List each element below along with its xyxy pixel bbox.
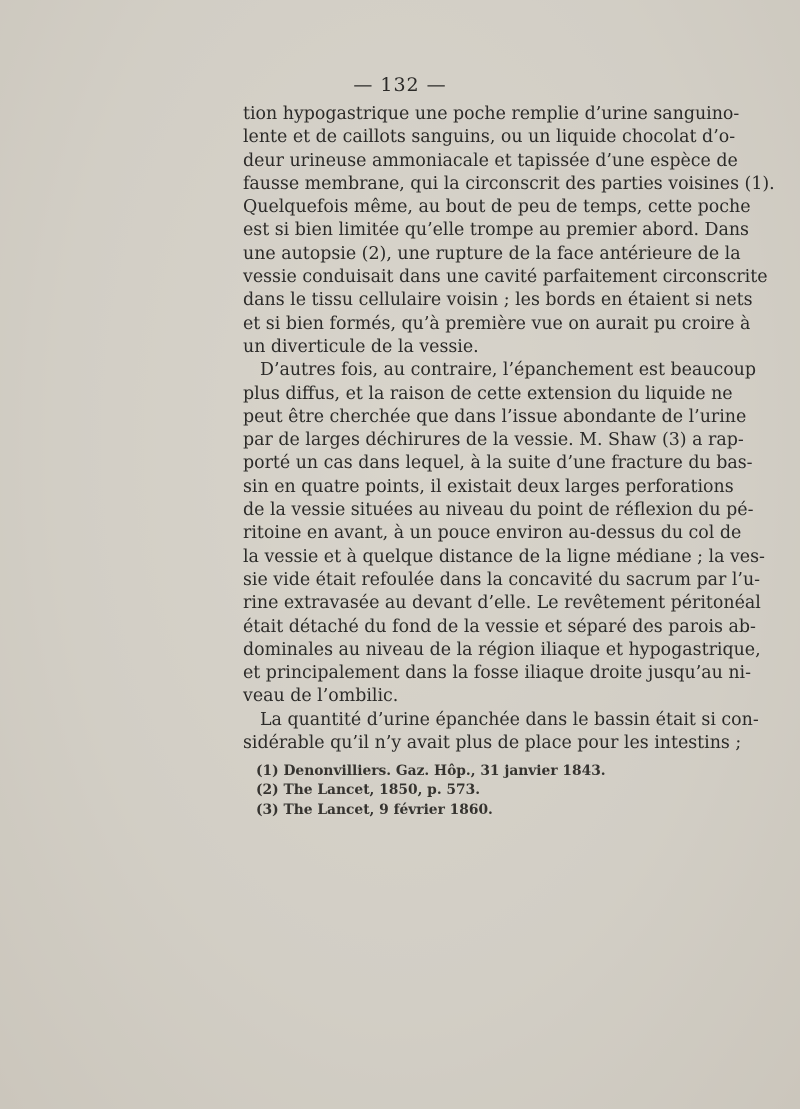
text-line: de la vessie situées au niveau du point de réflexion du pé- xyxy=(243,500,754,521)
text-line: sidérable qu’il n’y avait plus de place pour les intestins ; xyxy=(243,733,742,754)
text-line: peut être cherchée que dans l’issue abondante de l’urine xyxy=(243,406,747,427)
text-line: une autopsie (2), une rupture de la face antérieure de la xyxy=(243,243,741,264)
text-line: ritoine en avant, à un pouce environ au-dessus du col de xyxy=(243,523,742,544)
text-line: sin en quatre points, il existait deux larges perforations xyxy=(243,476,734,497)
paragraph-2 xyxy=(243,359,765,708)
text-line: et principalement dans la fosse iliaque droite jusqu’au ni- xyxy=(243,663,751,684)
text-line: sie vide était refoulée dans la concavité du sacrum par l’u- xyxy=(243,569,761,590)
paragraph-1 xyxy=(243,103,775,359)
text-line: est si bien limitée qu’elle trompe au premier abord. Dans xyxy=(243,220,749,241)
text-line: était détaché du fond de la vessie et séparé des parois ab- xyxy=(243,616,756,637)
footnote-2: (2) The Lancet, 1850, p. 573. xyxy=(256,782,481,799)
text-line: plus diffus, et la raison de cette extension du liquide ne xyxy=(243,383,733,404)
text-line: dominales au niveau de la région iliaque et hypogastrique, xyxy=(243,639,761,660)
text-line: par de larges déchirures de la vessie. M. Shaw (3) a rap- xyxy=(243,430,744,451)
text-line: la vessie et à quelque distance de la ligne médiane ; la ves- xyxy=(243,546,765,567)
text-line: lente et de caillots sanguins, ou un liquide chocolat d’o- xyxy=(243,127,736,148)
footnote-1: (1) Denonvilliers. Gaz. Hôp., 31 janvier 1843. xyxy=(256,763,606,779)
page-number: — 132 — xyxy=(353,74,447,96)
text-line: deur urineuse ammoniacale et tapissée d’une espèce de xyxy=(243,150,738,171)
text-line: veau de l’ombilic. xyxy=(243,686,399,707)
text-line: porté un cas dans lequel, à la suite d’une fracture du bas- xyxy=(243,453,753,474)
text-line: rine extravasée au devant d’elle. Le revêtement péritonéal xyxy=(243,593,761,614)
body-text xyxy=(243,103,775,755)
text-line: fausse membrane, qui la circonscrit des parties voisines (1). xyxy=(243,173,775,194)
text-line: et si bien formés, qu’à première vue on aurait pu croire à xyxy=(243,313,751,334)
text-line: tion hypogastrique une poche remplie d’urine sanguino- xyxy=(243,104,740,124)
text-line: un diverticule de la vessie. xyxy=(243,336,479,357)
text-line: vessie conduisait dans une cavité parfaitement circonscrite xyxy=(243,267,768,288)
text-line: D’autres fois, au contraire, l’épanchement est beaucoup xyxy=(260,360,757,381)
footnote-3: (3) The Lancet, 9 février 1860. xyxy=(256,801,493,818)
paragraph-3 xyxy=(243,709,759,756)
text-line: La quantité d’urine épanchée dans le bassin était si con- xyxy=(260,709,759,730)
text-line: dans le tissu cellulaire voisin ; les bords en étaient si nets xyxy=(243,290,753,311)
footnotes xyxy=(256,762,676,820)
text-line: Quelquefois même, au bout de peu de temps, cette poche xyxy=(243,197,751,218)
